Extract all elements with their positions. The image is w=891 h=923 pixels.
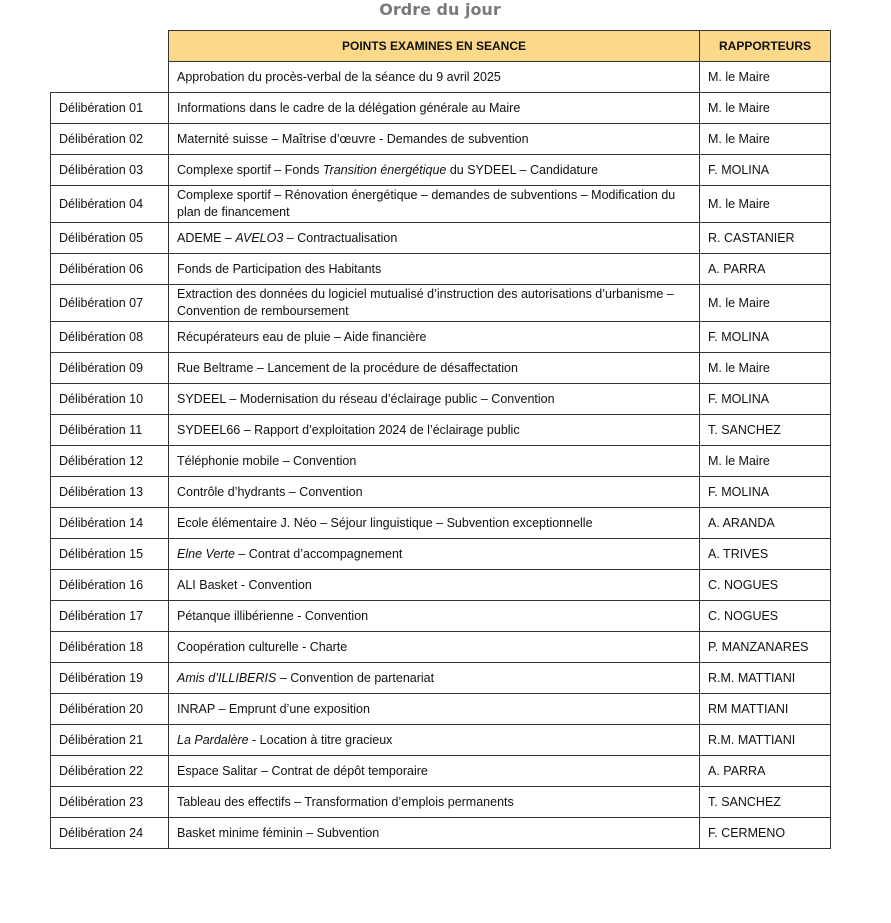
table-row [51, 415, 831, 446]
subject-text: La Pardalère [177, 732, 249, 747]
subject-text: Pétanque illibérienne - Convention [177, 608, 369, 623]
rapporteur: M. le Maire [700, 93, 831, 124]
deliberation-number: Délibération 21 [51, 725, 169, 756]
agenda-item-subject [169, 818, 700, 849]
rapporteur: T. SANCHEZ [700, 415, 831, 446]
subject-text: Amis d’ILLIBERIS [177, 670, 277, 685]
rapporteur: T. SANCHEZ [700, 787, 831, 818]
agenda-item-subject [169, 570, 700, 601]
rapporteur: M. le Maire [700, 446, 831, 477]
deliberation-number: Délibération 07 [51, 285, 169, 322]
table-row [51, 508, 831, 539]
agenda-item-subject [169, 477, 700, 508]
deliberation-number: Délibération 09 [51, 353, 169, 384]
subject-text: du SYDEEL – Candidature [446, 162, 599, 177]
agenda-item-subject [169, 124, 700, 155]
agenda-item-subject [169, 285, 700, 322]
subject-text: Transition énergétique [322, 162, 447, 177]
rapporteur: C. NOGUES [700, 601, 831, 632]
subject-text: Basket minime féminin – Subvention [177, 825, 380, 840]
table-row [51, 787, 831, 818]
agenda-table [50, 30, 831, 849]
agenda-item-subject [169, 787, 700, 818]
subject-text: ALI Basket - Convention [177, 577, 312, 592]
rapporteur: R. CASTANIER [700, 223, 831, 254]
table-row [51, 285, 831, 322]
header-blank-cell [51, 31, 169, 62]
agenda-item-subject [169, 756, 700, 787]
deliberation-number: Délibération 08 [51, 322, 169, 353]
table-row [51, 446, 831, 477]
deliberation-number [51, 62, 169, 93]
subject-text: – Contrat d’accompagnement [234, 546, 403, 561]
agenda-item-subject [169, 508, 700, 539]
rapporteur: F. MOLINA [700, 384, 831, 415]
table-row [51, 663, 831, 694]
subject-text: INRAP – Emprunt d’une exposition [177, 701, 370, 716]
subject-text: Approbation du procès-verbal de la séance du 9 avril 2025 [177, 69, 501, 84]
table-row [51, 186, 831, 223]
deliberation-number: Délibération 22 [51, 756, 169, 787]
subject-text: Complexe sportif – Rénovation énergétique – demandes de subventions – Modification du plan de financement [177, 188, 676, 219]
header-points: POINTS EXAMINES EN SEANCE [169, 31, 700, 62]
rapporteur: F. MOLINA [700, 155, 831, 186]
agenda-item-subject [169, 663, 700, 694]
table-row [51, 223, 831, 254]
subject-text: Rue Beltrame – Lancement de la procédure de désaffectation [177, 360, 518, 375]
subject-text: Extraction des données du logiciel mutualisé d’instruction des autorisations d’urbanisme – Convention de remboursement [177, 287, 674, 318]
deliberation-number: Délibération 24 [51, 818, 169, 849]
deliberation-number: Délibération 01 [51, 93, 169, 124]
agenda-item-subject [169, 446, 700, 477]
subject-text: Espace Salitar – Contrat de dépôt temporaire [177, 763, 428, 778]
deliberation-number: Délibération 11 [51, 415, 169, 446]
deliberation-number: Délibération 06 [51, 254, 169, 285]
agenda-item-subject [169, 694, 700, 725]
agenda-item-subject [169, 155, 700, 186]
deliberation-number: Délibération 02 [51, 124, 169, 155]
table-row [51, 818, 831, 849]
table-row [51, 632, 831, 663]
rapporteur: M. le Maire [700, 186, 831, 223]
rapporteur: M. le Maire [700, 62, 831, 93]
subject-text: Récupérateurs eau de pluie – Aide financière [177, 329, 427, 344]
subject-text: Elne Verte [177, 546, 235, 561]
table-row [51, 477, 831, 508]
agenda-item-subject [169, 93, 700, 124]
subject-text: Maternité suisse – Maîtrise d’œuvre - Demandes de subvention [177, 131, 529, 146]
agenda-item-subject [169, 353, 700, 384]
rapporteur: A. ARANDA [700, 508, 831, 539]
deliberation-number: Délibération 10 [51, 384, 169, 415]
rapporteur: P. MANZANARES [700, 632, 831, 663]
table-row [51, 322, 831, 353]
page-title: Ordre du jour [379, 0, 501, 19]
deliberation-number: Délibération 05 [51, 223, 169, 254]
agenda-item-subject [169, 539, 700, 570]
rapporteur: RM MATTIANI [700, 694, 831, 725]
subject-text: Téléphonie mobile – Convention [177, 453, 357, 468]
header-rapporteurs: RAPPORTEURS [700, 31, 831, 62]
rapporteur: A. TRIVES [700, 539, 831, 570]
table-row [51, 353, 831, 384]
agenda-item-subject [169, 415, 700, 446]
subject-text: – Contractualisation [283, 230, 398, 245]
rapporteur: F. MOLINA [700, 322, 831, 353]
table-row [51, 62, 831, 93]
agenda-item-subject [169, 186, 700, 223]
subject-text: Informations dans le cadre de la délégation générale au Maire [177, 100, 521, 115]
subject-text: – Convention de partenariat [276, 670, 435, 685]
deliberation-number: Délibération 14 [51, 508, 169, 539]
table-row [51, 155, 831, 186]
subject-text: SYDEEL – Modernisation du réseau d’éclairage public – Convention [177, 391, 555, 406]
agenda-item-subject [169, 223, 700, 254]
table-row [51, 601, 831, 632]
table-row [51, 93, 831, 124]
deliberation-number: Délibération 19 [51, 663, 169, 694]
rapporteur: M. le Maire [700, 124, 831, 155]
subject-text: Tableau des effectifs – Transformation d’emplois permanents [177, 794, 514, 809]
deliberation-number: Délibération 20 [51, 694, 169, 725]
subject-text: Coopération culturelle - Charte [177, 639, 348, 654]
table-row [51, 384, 831, 415]
table-row [51, 694, 831, 725]
subject-text: Contrôle d’hydrants – Convention [177, 484, 363, 499]
subject-text: AVELO3 [235, 230, 284, 245]
subject-text: Ecole élémentaire J. Néo – Séjour linguistique – Subvention exceptionnelle [177, 515, 593, 530]
agenda-item-subject [169, 322, 700, 353]
rapporteur: A. PARRA [700, 756, 831, 787]
deliberation-number: Délibération 23 [51, 787, 169, 818]
deliberation-number: Délibération 12 [51, 446, 169, 477]
rapporteur: F. MOLINA [700, 477, 831, 508]
rapporteur: R.M. MATTIANI [700, 725, 831, 756]
deliberation-number: Délibération 03 [51, 155, 169, 186]
subject-text: Complexe sportif – Fonds [177, 162, 323, 177]
deliberation-number: Délibération 16 [51, 570, 169, 601]
deliberation-number: Délibération 15 [51, 539, 169, 570]
table-row [51, 539, 831, 570]
agenda-item-subject [169, 725, 700, 756]
agenda-item-subject [169, 62, 700, 93]
rapporteur: F. CERMENO [700, 818, 831, 849]
deliberation-number: Délibération 17 [51, 601, 169, 632]
agenda-item-subject [169, 632, 700, 663]
subject-text: - Location à titre gracieux [248, 732, 393, 747]
deliberation-number: Délibération 04 [51, 186, 169, 223]
table-row [51, 725, 831, 756]
rapporteur: M. le Maire [700, 353, 831, 384]
table-header-row [51, 31, 831, 62]
agenda-item-subject [169, 384, 700, 415]
agenda-item-subject [169, 601, 700, 632]
deliberation-number: Délibération 18 [51, 632, 169, 663]
table-row [51, 254, 831, 285]
rapporteur: A. PARRA [700, 254, 831, 285]
table-row [51, 756, 831, 787]
rapporteur: C. NOGUES [700, 570, 831, 601]
subject-text: ADEME – [177, 230, 236, 245]
rapporteur: M. le Maire [700, 285, 831, 322]
rapporteur: R.M. MATTIANI [700, 663, 831, 694]
table-row [51, 570, 831, 601]
subject-text: SYDEEL66 – Rapport d’exploitation 2024 de l’éclairage public [177, 422, 520, 437]
agenda-item-subject [169, 254, 700, 285]
table-row [51, 124, 831, 155]
subject-text: Fonds de Participation des Habitants [177, 261, 382, 276]
deliberation-number: Délibération 13 [51, 477, 169, 508]
